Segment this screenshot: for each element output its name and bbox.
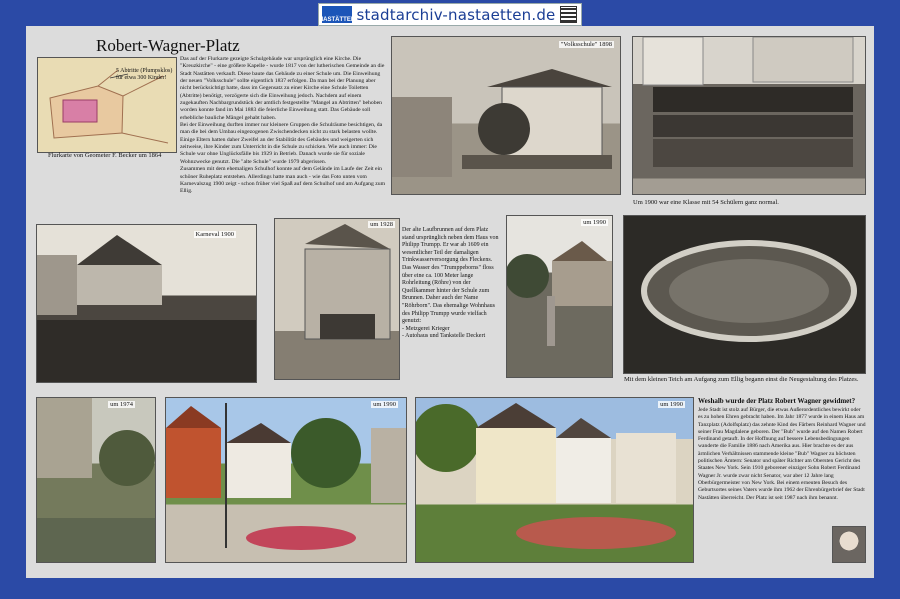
brunnen-text-block	[402, 227, 502, 341]
photo-brunnen-1990	[506, 215, 613, 378]
photo-1974	[36, 397, 156, 563]
photo-volksschule-1898	[391, 36, 621, 195]
photo-karneval-1900	[36, 224, 257, 383]
flurkarte-map	[37, 57, 177, 153]
photo-pond	[623, 215, 866, 374]
photo-class-drawing	[633, 37, 865, 194]
brunnen-text: Der alte Laufbrunnen auf dem Platz stand ursprünglich neben dem Haus von Philipp Trumpp. Er war ab 1609 ein wesentlicher Teil der damaligen Trinkwasserversorgung des Fleckens. Das Wasser des "Trumppeborns" floss über eine ca. 100 Meter lange Rohrleitung (Röhre) von der Quellkammer hinter der Schule zum Brunnen. Daher auch der Name "Röhrborn". Das ehemalige Wohnhaus des Philipp Trumpp wurde vielfach genutzt:	[402, 227, 499, 325]
photo-label: um 1990	[583, 219, 606, 226]
photo-panorama-1990	[415, 397, 694, 563]
photo-label: Karneval 1900	[195, 231, 234, 238]
photo-label: um 1974	[110, 401, 133, 408]
photo-1974-drawing	[37, 398, 155, 562]
photo-label: um 1990	[660, 401, 683, 408]
brunnen-list-item: - Autohaus und Tankstelle Deckert	[402, 333, 486, 340]
brunnen-list-item: - Metzgerei Krieger	[402, 325, 450, 332]
photo-brunnen-drawing	[507, 216, 612, 377]
photo-plaza-1990	[165, 397, 407, 563]
photo-panorama-drawing	[416, 398, 693, 562]
map-caption: Flurkarte von Geometer F. Becker um 1864	[48, 152, 162, 159]
map-annotation: 5 Abtritte (Plumpsklos) für etwa 300 Kinder!	[116, 68, 173, 81]
qr-code-icon	[560, 6, 577, 23]
intro-paragraph: Das auf der Flurkarte gezeigte Schulgebäude war ursprünglich eine Kirche. Die "Kreuzkirche" - eine größere Kapelle - wurde 1817 von der lutherischen Gemeinde an die Stadt Nastätten verkauft. Diese baute das Gebäude zu einer Schule um. Die Einweihung der neuen "Volksschule" sollte eigentlich 1837 erfolgen. Da man bei der Planung aber nicht berücksichtigt hatte, dass im Gegensatz zu einer Kirche eine Schule Toiletten (Abtritte) benötigt, verzögerte sich die Einweihung jedoch. Nachdem auf einem zugekauften Nachbargrundstück der amtlich festgestellte "Mangel an Abtritten" behoben worden konnte fand im Mai 1883 die feierliche Einweihung statt. Das Gebäude soll erhebliche bauliche Mängel gehabt haben.	[180, 56, 385, 121]
site-banner	[318, 3, 582, 26]
pond-caption: Mit dem kleinen Teich am Aufgang zum Ellig begann einst die Neugestaltung des Platzes.	[624, 376, 859, 383]
photo-plaza-drawing	[166, 398, 406, 562]
class-caption: Um 1900 war eine Klasse mit 54 Schülern ganz normal.	[633, 199, 779, 206]
photo-volksschule-drawing	[392, 37, 620, 194]
photo-school-class	[632, 36, 866, 195]
intro-paragraph: Bei der Einweihung durften immer nur kleinere Gruppen die Schulräume besichtigen, da man die bei dem Umbau eingezogenen Zwischendecken nicht zu stark belasten wollte. Einige Eltern hatten daher Zweifel an der Stabilität des Gebäudes und weigerten sich zeitweise, ihre Kinder zum Unterricht in die Schule zu schicken. Wie auch immer: Die Schule war ohne Unglücksfälle bis 1929 in Betrieb. Danach wurde sie für soziale Wohnzwecke genutzt. Die "alte Schule" wurde 1979 abgerissen.	[180, 122, 383, 165]
intro-paragraph: Zusammen mit dem ehemaligen Schulhof konnte auf dem Gelände im Laufe der Zeit ein schöner Ruheplatz entstehen. Allerdings hatte man auch - wie das Foto unten vom Karnevalszug 1900 zeigt - schon früher viel Spaß auf dem Schulhof und am Aufgang zum Ellig.	[180, 166, 386, 195]
photo-label: um 1990	[373, 401, 396, 408]
intro-text	[180, 56, 385, 196]
wagner-heading: Weshalb wurde der Platz Robert Wagner gewidmet?	[698, 397, 856, 405]
portrait-robert-wagner	[832, 526, 866, 563]
photo-street-1928	[274, 218, 400, 380]
photo-pond-drawing	[624, 216, 865, 373]
nastaetten-logo: NASTÄTTEN	[322, 6, 352, 23]
wagner-text: Jede Stadt ist stolz auf Bürger, die etwas Außerordentliches bewirkt oder es zu hohen Ehren gebracht haben. Im Jahr 1877 wurde in einem Haus am Tanzplatz (Adolfsplatz) das zehnte Kind des Färbers Reinhard Wagner und seiner Frau Magdalene geboren. Der "Bub" wurde auf den Namen Robert Ferdinand getauft. In der Hoffnung auf bessere Lebensbedingungen wanderte die Familie 1886 nach Amerika aus. Hier brachte es der aus ärmlichen Verhältnissen stammende kleine "Bub" Wagner zu höchsten politischen Ämtern: Senator und später Richter am Obersten Gericht des Staates New York. Sein 1910 geborener einziger Sohn Robert Ferdinand Wagner Jr. wurde zwar nicht Senator, war aber 12 Jahre lang Oberbürgermeister von New York. Bei einem erneuten Besuch des Geburtsortes seines Vaters wurde ihm 1962 der Ehrenbürgerbrief der Stadt Nastätten überreicht. Der Platz ist seit 1987 nach ihm benannt.	[698, 407, 866, 501]
photo-label: "Volksschule" 1898	[560, 41, 612, 48]
photo-label: um 1928	[370, 221, 393, 228]
photo-karneval-drawing	[37, 225, 256, 382]
photo-1928-drawing	[275, 219, 399, 379]
page-title: Robert-Wagner-Platz	[96, 36, 240, 55]
site-url[interactable]: stadtarchiv-nastaetten.de	[356, 5, 556, 24]
